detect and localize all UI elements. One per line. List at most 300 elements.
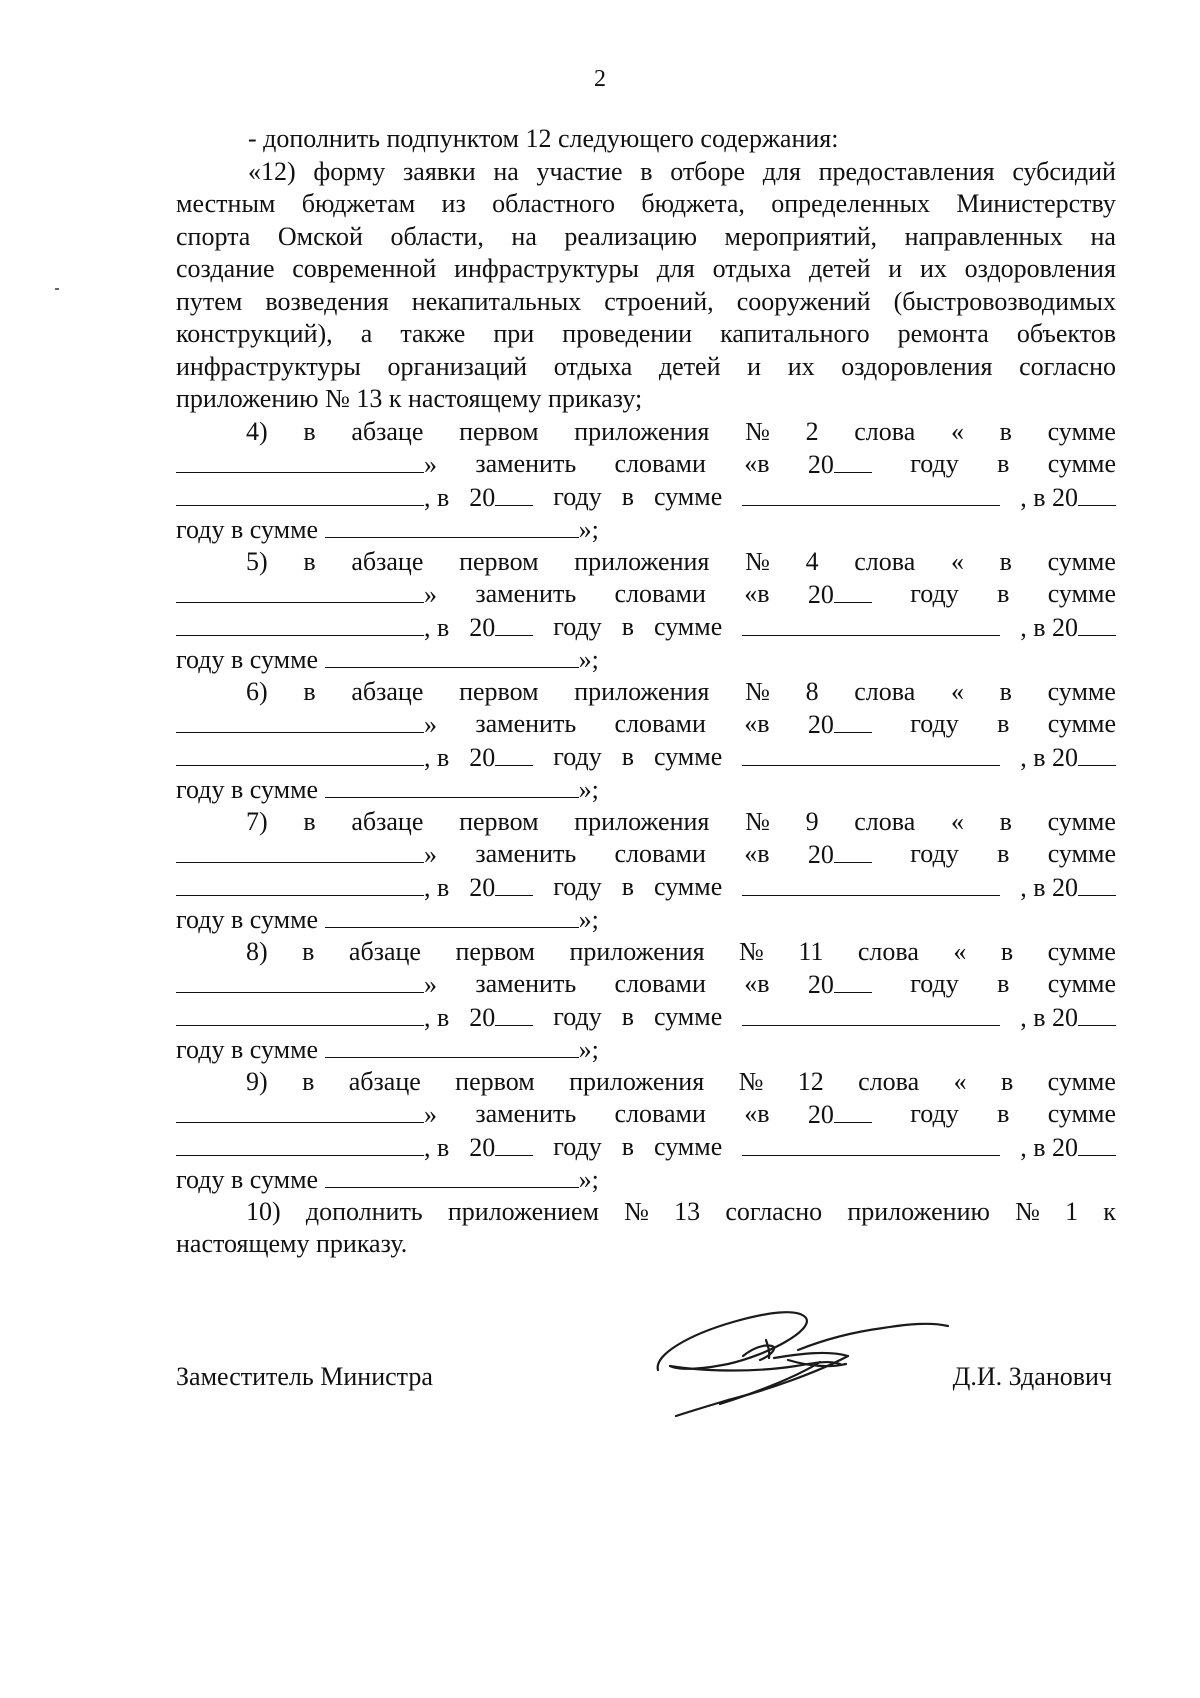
word: в (303, 416, 316, 446)
word: приложения (569, 1066, 705, 1096)
word: сумме (1047, 579, 1116, 608)
word: № (1015, 1196, 1040, 1226)
year-group (1020, 481, 1116, 514)
fill-in-blank (742, 611, 1000, 636)
word: (быстровозводимых (893, 286, 1116, 316)
word: в (1000, 1066, 1014, 1096)
fill-in-blank (1078, 741, 1116, 766)
word: проведении (562, 319, 693, 348)
word: в (997, 709, 1010, 738)
word: 20 (807, 710, 834, 739)
word: Министерству (956, 189, 1116, 218)
word: первом (459, 416, 539, 446)
word: капитального (720, 319, 870, 348)
word: абзаце (348, 1066, 421, 1096)
justified-line (176, 351, 1116, 384)
word: «в (744, 449, 770, 478)
word: абзаце (351, 806, 424, 836)
blank-group (176, 1131, 449, 1164)
year-group (808, 448, 872, 481)
fill-in-blank (176, 871, 424, 896)
word: строений, (604, 286, 714, 316)
fill-in-blank (834, 838, 872, 863)
word: в (303, 546, 316, 576)
word: , в (424, 872, 450, 902)
blank-group (176, 1001, 449, 1034)
blank-group (176, 871, 449, 904)
fill-in-blank (834, 578, 872, 603)
appendix-number: 9 (805, 806, 819, 836)
fill-in-blank (1078, 611, 1116, 636)
fill-in-blank (325, 1033, 579, 1058)
amendment-paragraph (176, 416, 1116, 546)
word: 20 (469, 1002, 496, 1032)
word: »; (578, 1035, 599, 1064)
fill-in-blank (325, 903, 579, 928)
word: «в (744, 969, 770, 998)
blank-group (176, 838, 437, 871)
word: »; (578, 905, 599, 934)
word: » (424, 450, 437, 479)
blank-group (176, 448, 437, 481)
year-group (808, 1098, 872, 1131)
word: сумме (1047, 709, 1116, 738)
word: заменить (475, 579, 577, 608)
fill-in-blank (176, 1131, 424, 1156)
item-number: 9) (246, 1066, 268, 1096)
word: 20 (469, 612, 496, 642)
word: в (999, 676, 1012, 706)
word: слова (854, 676, 916, 706)
word: »; (578, 515, 599, 544)
year-group (1020, 871, 1116, 904)
word: при (493, 319, 535, 348)
word: согласно (1019, 351, 1116, 381)
word: » (424, 840, 437, 869)
word: № (745, 416, 770, 446)
word: и (747, 351, 762, 381)
word: детей (658, 351, 721, 381)
word: областного (492, 189, 616, 218)
fill-in-blank (176, 968, 424, 993)
year-group (469, 1131, 533, 1164)
word: в (999, 806, 1012, 836)
word: сумме (1047, 1099, 1116, 1128)
word: некапитальных (411, 286, 582, 316)
word: , в 20 (1020, 1002, 1078, 1032)
word: » (424, 710, 437, 739)
justified-line (176, 156, 1116, 189)
signature-block (176, 1362, 1116, 1402)
amendment-line (176, 1131, 1116, 1164)
word: сумме (653, 741, 723, 771)
word: году (910, 579, 959, 608)
fill-in-blank (176, 578, 424, 603)
fill-in-blank (1078, 1131, 1116, 1156)
word: в (303, 806, 316, 836)
word: приложением (447, 1196, 599, 1226)
word: , в 20 (1020, 482, 1078, 512)
word: « (950, 416, 964, 446)
word: организаций (387, 351, 528, 381)
word: детей (808, 254, 871, 283)
amendment-line (176, 546, 1116, 579)
year-group (469, 1001, 533, 1034)
appendix-number: 2 (805, 416, 819, 446)
word: заменить (475, 709, 577, 738)
word: № (745, 676, 770, 706)
word: бюджета, (641, 189, 745, 218)
word: в (1000, 936, 1014, 966)
word: № (738, 1066, 764, 1096)
amendment-line (176, 773, 1116, 806)
amendment-line (176, 481, 1116, 514)
year-group (808, 838, 872, 871)
word: « (953, 1066, 967, 1096)
word: приложению (847, 1196, 990, 1226)
word: » (424, 580, 437, 609)
year-group (808, 578, 872, 611)
word: отдыха (553, 351, 633, 381)
amendment-paragraph (176, 676, 1116, 806)
word: на (1090, 221, 1116, 251)
word: сумме (1047, 416, 1116, 446)
word: в (621, 611, 634, 641)
word: инфраструктуры (454, 254, 639, 283)
signer-name: Д.И. Зданович (952, 1362, 1112, 1391)
word: к (1103, 1196, 1116, 1226)
word: в (997, 839, 1010, 868)
word: мероприятий, (724, 221, 878, 251)
word: 20 (807, 970, 834, 999)
word: приложения (574, 806, 710, 836)
word: , в (424, 482, 450, 512)
word: заменить (475, 969, 577, 998)
word: году (910, 969, 959, 998)
justified-line (176, 221, 1116, 254)
fill-in-blank (742, 1001, 1000, 1026)
word: 13 (674, 1196, 701, 1226)
word: 20 (807, 840, 834, 869)
justified-line (176, 318, 1116, 351)
fill-in-blank (495, 611, 533, 636)
word: году (553, 481, 602, 511)
word: абзаце (351, 416, 424, 446)
word: для (656, 254, 695, 283)
amendment-line (176, 578, 1116, 611)
fill-in-blank (176, 741, 424, 766)
word: в (997, 449, 1010, 478)
blank-group (176, 741, 449, 774)
word: участие (536, 156, 623, 186)
word: « (950, 546, 964, 576)
word: заменить (475, 1099, 577, 1128)
fill-in-blank (834, 968, 872, 993)
amendment-line (176, 643, 1116, 676)
word: их (787, 351, 815, 381)
word: на (493, 156, 519, 186)
word: абзаце (348, 936, 421, 966)
fill-in-blank (1078, 871, 1116, 896)
signer-position: Заместитель Министра (176, 1362, 433, 1391)
word: сумме (1047, 1066, 1116, 1096)
fill-in-blank (176, 838, 424, 863)
amendment-line (176, 903, 1116, 936)
word: « (950, 806, 964, 836)
word: дополнить (305, 1196, 423, 1226)
blank-group (176, 968, 437, 1001)
item-number: 8) (246, 936, 268, 966)
word: первом (455, 936, 535, 966)
word: из (441, 189, 466, 218)
word: в (997, 1099, 1010, 1128)
year-group (1020, 1001, 1116, 1034)
word: году (553, 1131, 602, 1161)
paragraph-last-line: приложению № 13 к настоящему приказу; (176, 384, 643, 413)
item-number: 4) (246, 416, 268, 446)
amendment-line (176, 1163, 1116, 1196)
word: субсидий (1012, 156, 1116, 186)
word: № (745, 806, 770, 836)
word: Омской (277, 221, 363, 251)
word: , в (424, 742, 450, 772)
word: для (762, 156, 801, 186)
year-group (1020, 741, 1116, 774)
fill-in-blank (325, 1163, 579, 1188)
word: и (888, 254, 903, 283)
word: в (997, 969, 1010, 998)
fill-in-blank (742, 481, 1000, 506)
word: сооружений (736, 286, 871, 316)
item-12-paragraph (176, 156, 1116, 416)
word: , в (424, 1002, 450, 1032)
word: приложения (574, 416, 710, 446)
word: « (950, 676, 964, 706)
amendment-line (176, 611, 1116, 644)
word: абзаце (351, 546, 424, 576)
appendix-number: 12 (797, 1066, 824, 1096)
fill-in-blank (325, 513, 579, 538)
word: приложения (569, 936, 705, 966)
fill-in-blank (1078, 481, 1116, 506)
word: 20 (807, 1100, 834, 1129)
word: местным (176, 189, 276, 218)
year-group (469, 611, 533, 644)
word: сумме (1047, 806, 1116, 836)
word: году в сумме (176, 1035, 319, 1064)
word: году в сумме (176, 515, 319, 544)
word: № (745, 546, 770, 576)
fill-in-blank (176, 448, 424, 473)
fill-in-blank (742, 871, 1000, 896)
word: словами (614, 1099, 706, 1128)
word: ремонта (897, 319, 989, 348)
fill-in-blank (495, 481, 533, 506)
word: , в 20 (1020, 742, 1078, 772)
word: форму (313, 156, 386, 186)
word: бюджетам (301, 189, 416, 218)
word: конструкций), (176, 319, 333, 348)
word: 1 (1065, 1196, 1079, 1226)
word: году (910, 1099, 959, 1128)
word: в (303, 676, 316, 706)
word: также (400, 319, 466, 348)
fill-in-blank (325, 643, 579, 668)
amendment-line (176, 513, 1116, 546)
amendment-line (176, 448, 1116, 481)
word: в (621, 1001, 634, 1031)
word: сумме (653, 1131, 723, 1161)
word: оздоровления (964, 254, 1116, 283)
year-group (808, 708, 872, 741)
year-group (469, 741, 533, 774)
word: слова (854, 806, 916, 836)
appendix-number: 8 (805, 676, 819, 706)
word: первом (459, 546, 539, 576)
word: словами (614, 579, 706, 608)
word: сумме (1047, 449, 1116, 478)
year-group (469, 871, 533, 904)
word: в (302, 1066, 315, 1096)
word: путем (176, 286, 243, 316)
word: , в 20 (1020, 612, 1078, 642)
word: первом (459, 806, 539, 836)
word: заменить (475, 839, 577, 868)
word: году в сумме (176, 905, 319, 934)
word: первом (455, 1066, 535, 1096)
item-number: 6) (246, 676, 268, 706)
word: приложения (574, 676, 710, 706)
intro-line: - дополнить подпунктом 12 следующего содержания: (248, 124, 839, 153)
word: сумме (653, 611, 723, 641)
word: направленных (904, 221, 1063, 251)
word: в (302, 936, 315, 966)
blank-group (176, 611, 449, 644)
word: на (511, 221, 537, 251)
fill-in-blank (1078, 1001, 1116, 1026)
fill-in-blank (742, 741, 1000, 766)
fill-in-blank (834, 708, 872, 733)
fill-in-blank (325, 773, 579, 798)
fill-in-blank (834, 1098, 872, 1123)
year-group (1020, 611, 1116, 644)
word: 20 (469, 482, 496, 512)
amendment-paragraph (176, 546, 1116, 676)
fill-in-blank (176, 611, 424, 636)
word: , в 20 (1020, 1132, 1078, 1162)
word: в (621, 741, 634, 771)
amendment-line (176, 741, 1116, 774)
year-group (1020, 1131, 1116, 1164)
word: сумме (653, 481, 723, 511)
blank-group (176, 1098, 437, 1131)
word: оздоровления (841, 351, 993, 381)
word: в (621, 481, 634, 511)
word: году (553, 741, 602, 771)
word: «12) (248, 156, 296, 186)
amendment-line (176, 1098, 1116, 1131)
word: «в (744, 709, 770, 738)
word: году (553, 871, 602, 901)
word: сумме (653, 1001, 723, 1031)
fill-in-blank (176, 1001, 424, 1026)
amendment-paragraph (176, 806, 1116, 936)
word: в (997, 579, 1010, 608)
word: абзаце (351, 676, 424, 706)
word: 20 (469, 1132, 496, 1162)
word: году (553, 1001, 602, 1031)
fill-in-blank (495, 1001, 533, 1026)
paragraph-last-line: настоящему приказу. (176, 1229, 408, 1258)
word: сумме (1047, 936, 1116, 966)
word: 20 (469, 742, 496, 772)
word: году в сумме (176, 775, 319, 804)
word: слова (854, 546, 916, 576)
word: 20 (807, 450, 834, 479)
word: , в (424, 1132, 450, 1162)
word: реализацию (564, 221, 697, 251)
justified-line (176, 286, 1116, 319)
word: а (360, 319, 373, 348)
word: словами (614, 449, 706, 478)
amendment-line (176, 1033, 1116, 1066)
amendment-line (176, 871, 1116, 904)
word: сумме (1047, 676, 1116, 706)
page-number: 2 (594, 66, 606, 92)
word: создание (176, 254, 275, 283)
amendment-line (176, 838, 1116, 871)
fill-in-blank (176, 708, 424, 733)
word: отдыха (712, 254, 792, 283)
word: в (621, 1131, 634, 1161)
amendment-line (176, 968, 1116, 1001)
word: году (910, 839, 959, 868)
item-number: 5) (246, 546, 268, 576)
word: сумме (1047, 839, 1116, 868)
word: объектов (1016, 319, 1116, 348)
word: возведения (265, 286, 389, 316)
amendment-line (176, 936, 1116, 969)
fill-in-blank (176, 481, 424, 506)
word: инфраструктуры (176, 351, 361, 381)
word: 20 (807, 580, 834, 609)
appendix-number: 4 (805, 546, 819, 576)
blank-group (176, 481, 449, 514)
word: № (624, 1196, 649, 1226)
word: году (910, 449, 959, 478)
item-10-paragraph (176, 1196, 1116, 1261)
word: » (424, 970, 437, 999)
word: »; (578, 1165, 599, 1194)
scan-speck (55, 288, 59, 290)
word: «в (744, 579, 770, 608)
word: «в (744, 839, 770, 868)
item-number: 7) (246, 806, 268, 836)
amendment-paragraph (176, 1066, 1116, 1196)
amendments-list (176, 416, 1116, 1196)
amendment-line (176, 708, 1116, 741)
word: заявки (403, 156, 476, 186)
word: спорта (176, 221, 251, 251)
word: первом (459, 676, 539, 706)
word: предоставления (818, 156, 995, 186)
word: слова (857, 936, 919, 966)
fill-in-blank (495, 741, 533, 766)
word: приложения (574, 546, 710, 576)
appendix-number: 11 (798, 936, 824, 966)
word: , в (424, 612, 450, 642)
word: » (424, 1100, 437, 1129)
